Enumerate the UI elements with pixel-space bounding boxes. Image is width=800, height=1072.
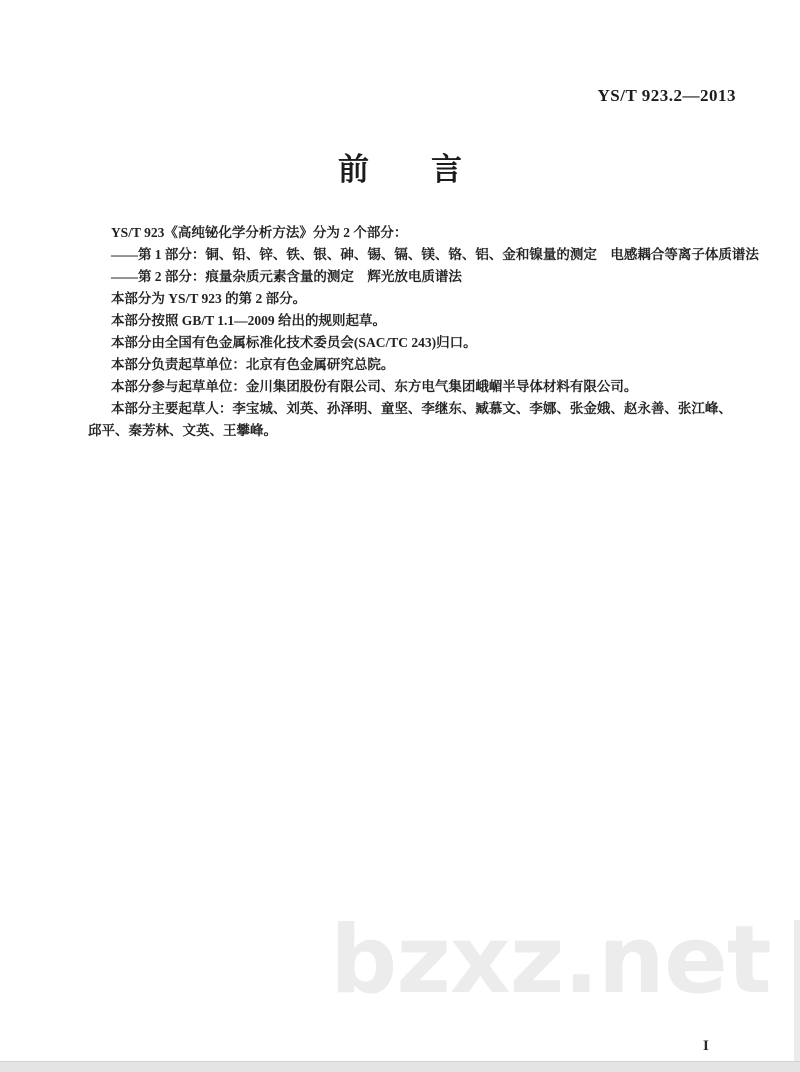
drafters-line-continued: 邱平、秦芳林、文英、王攀峰。 [88, 423, 277, 438]
standard-number: YS/T 923.2—2013 [597, 86, 736, 105]
scan-edge-bottom [0, 1061, 800, 1072]
drafters-line: 本部分主要起草人：李宝城、刘英、孙泽明、童坚、李继东、臧慕文、李娜、张金娥、赵永善、张江峰、 [110, 401, 732, 416]
foreword-title: 前言 [338, 152, 524, 187]
part2-item-line: ——第 2 部分：痕量杂质元素含量的测定 辉光放电质谱法 [110, 269, 462, 284]
foreword-body [88, 222, 788, 442]
this-part-line: 本部分为 YS/T 923 的第 2 部分。 [110, 291, 307, 306]
chief-drafting-org-line: 本部分负责起草单位：北京有色金属研究总院。 [110, 357, 395, 372]
part1-item-line: ——第 1 部分：铜、铅、锌、铁、银、砷、锡、镉、镁、铬、铝、金和镍量的测定 电感耦合等离子体质谱法 [110, 247, 759, 262]
drafting-rule-line: 本部分按照 GB/T 1.1—2009 给出的规则起草。 [110, 313, 386, 328]
centralized-by-line: 本部分由全国有色金属标准化技术委员会(SAC/TC 243)归口。 [110, 335, 477, 350]
page-number: I [703, 1038, 709, 1054]
scan-edge-right [794, 920, 800, 1072]
parts-intro-line: YS/T 923《高纯铋化学分析方法》分为 2 个部分： [110, 225, 408, 240]
site-watermark: bzxz.net [330, 906, 771, 1015]
participating-org-line: 本部分参与起草单位：金川集团股份有限公司、东方电气集团峨嵋半导体材料有限公司。 [110, 379, 638, 394]
